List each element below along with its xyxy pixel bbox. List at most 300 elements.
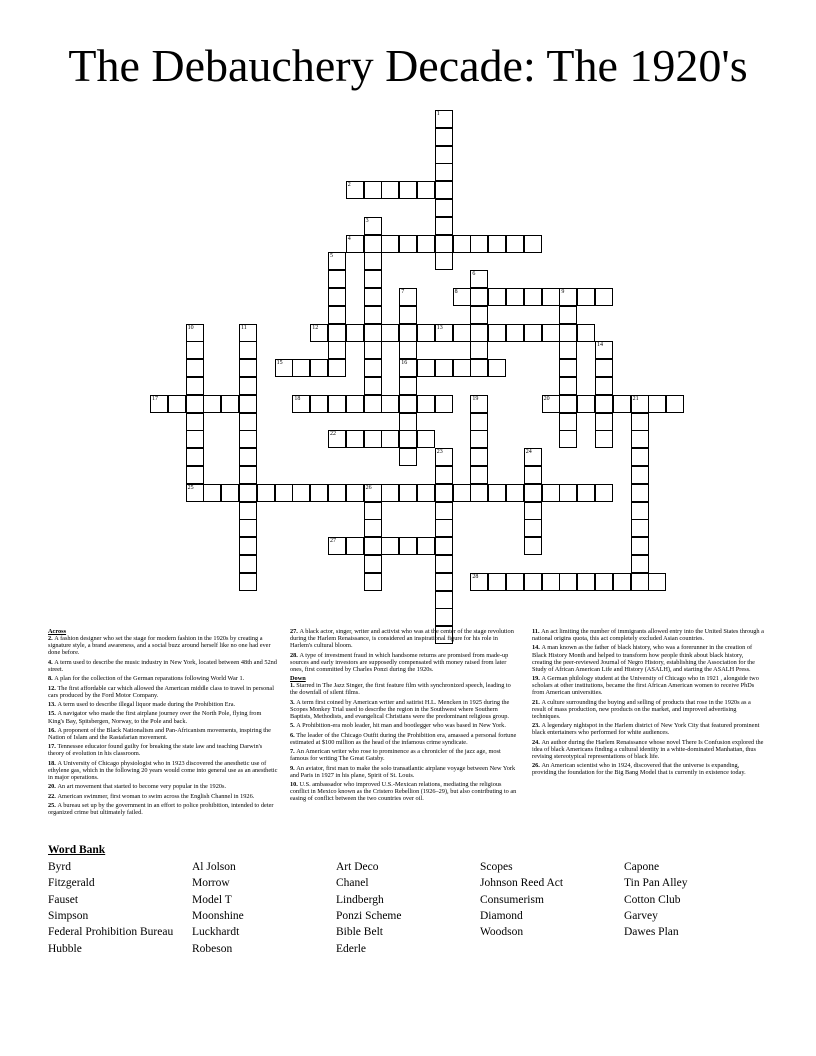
crossword-cell[interactable] bbox=[328, 324, 346, 342]
crossword-cell[interactable] bbox=[524, 537, 542, 555]
crossword-cell[interactable] bbox=[559, 324, 577, 342]
crossword-cell[interactable] bbox=[186, 395, 204, 413]
crossword-cell[interactable] bbox=[186, 466, 204, 484]
crossword-cell[interactable] bbox=[364, 306, 382, 324]
crossword-cell[interactable] bbox=[524, 484, 542, 502]
crossword-cell[interactable] bbox=[150, 395, 168, 413]
crossword-cell[interactable] bbox=[239, 448, 257, 466]
crossword-cell[interactable] bbox=[453, 484, 471, 502]
crossword-cell[interactable] bbox=[346, 537, 364, 555]
crossword-cell[interactable] bbox=[435, 573, 453, 591]
crossword-cell[interactable] bbox=[453, 235, 471, 253]
crossword-cell[interactable] bbox=[542, 324, 560, 342]
crossword-cell[interactable] bbox=[310, 359, 328, 377]
crossword-cell[interactable] bbox=[524, 519, 542, 537]
clue-item bbox=[48, 710, 278, 724]
crossword-cell[interactable] bbox=[328, 270, 346, 288]
crossword-cell[interactable] bbox=[239, 359, 257, 377]
word-bank-item: Capone bbox=[624, 861, 660, 873]
clue-item bbox=[48, 701, 278, 708]
clue-text: A German philology student at the University of Chicago who in 1921 , alongside two scholars at other institutions, became the first African American women to receive PhDs from American universities. bbox=[532, 675, 759, 697]
crossword-cell[interactable] bbox=[631, 573, 649, 591]
clue-text: The first affordable car which allowed the American middle class to travel in personal cars produced by the Ford Motor Company. bbox=[48, 684, 274, 699]
crossword-cell[interactable] bbox=[631, 448, 649, 466]
crossword-cell[interactable] bbox=[595, 430, 613, 448]
across-heading: Across bbox=[48, 628, 67, 635]
clue-number: 5 bbox=[330, 253, 333, 260]
crossword-cell[interactable] bbox=[168, 395, 186, 413]
crossword-cell[interactable] bbox=[435, 128, 453, 146]
crossword-cell[interactable] bbox=[470, 484, 488, 502]
clue-number: 13 bbox=[436, 324, 443, 331]
crossword-cell[interactable] bbox=[221, 484, 239, 502]
crossword-cell[interactable] bbox=[417, 430, 435, 448]
crossword-cell[interactable] bbox=[488, 324, 506, 342]
crossword-cell[interactable] bbox=[364, 252, 382, 270]
clue-text: Starred in The Jazz Singer, the first feature film with synchronized speech, leading to the downfall of silent films. bbox=[290, 682, 511, 697]
crossword-cell[interactable] bbox=[417, 537, 435, 555]
crossword-cell[interactable] bbox=[595, 341, 613, 359]
clue-item bbox=[532, 699, 764, 720]
crossword-cell[interactable] bbox=[364, 324, 382, 342]
crossword-cell[interactable] bbox=[631, 519, 649, 537]
crossword-cell[interactable] bbox=[328, 395, 346, 413]
clue-item bbox=[290, 652, 520, 673]
word-bank-item: Moonshine bbox=[192, 909, 244, 922]
crossword-cell[interactable] bbox=[666, 395, 684, 413]
crossword-cell[interactable] bbox=[470, 448, 488, 466]
crossword-cell[interactable] bbox=[239, 573, 257, 591]
crossword-cell[interactable] bbox=[542, 395, 560, 413]
crossword-cell[interactable] bbox=[470, 413, 488, 431]
crossword-cell[interactable] bbox=[186, 430, 204, 448]
crossword-cell[interactable] bbox=[364, 377, 382, 395]
crossword-cell[interactable] bbox=[399, 430, 417, 448]
clue-number: 16 bbox=[401, 360, 408, 367]
crossword-cell[interactable] bbox=[186, 448, 204, 466]
clue-number-label: 4. bbox=[48, 658, 55, 666]
clue-number: 11 bbox=[241, 324, 247, 331]
crossword-cell[interactable] bbox=[470, 235, 488, 253]
clue-item bbox=[48, 727, 278, 741]
crossword-cell[interactable] bbox=[239, 555, 257, 573]
clue-number: 25 bbox=[187, 484, 194, 491]
crossword-cell[interactable] bbox=[346, 181, 364, 199]
crossword-cell[interactable] bbox=[577, 484, 595, 502]
crossword-cell[interactable] bbox=[435, 395, 453, 413]
clue-number: 3 bbox=[365, 217, 369, 224]
crossword-cell[interactable] bbox=[399, 395, 417, 413]
crossword-cell[interactable] bbox=[221, 395, 239, 413]
crossword-cell[interactable] bbox=[559, 306, 577, 324]
crossword-cell[interactable] bbox=[470, 306, 488, 324]
word-bank-item: Johnson Reed Act bbox=[480, 877, 564, 890]
crossword-cell[interactable] bbox=[310, 484, 328, 502]
crossword-cell[interactable] bbox=[559, 359, 577, 377]
word-bank-item: Byrd bbox=[48, 861, 71, 873]
crossword-cell[interactable] bbox=[417, 484, 435, 502]
crossword-cell[interactable] bbox=[417, 359, 435, 377]
crossword-cell[interactable] bbox=[399, 413, 417, 431]
crossword-cell[interactable] bbox=[577, 288, 595, 306]
crossword-cell[interactable] bbox=[399, 306, 417, 324]
clues-column-3 bbox=[532, 628, 764, 779]
crossword-cell[interactable] bbox=[346, 484, 364, 502]
crossword-cell[interactable] bbox=[346, 395, 364, 413]
crossword-cell[interactable] bbox=[364, 519, 382, 537]
crossword-cell[interactable] bbox=[417, 235, 435, 253]
crossword-cell[interactable] bbox=[524, 573, 542, 591]
crossword-cell[interactable] bbox=[435, 502, 453, 520]
crossword-cell[interactable] bbox=[381, 235, 399, 253]
clue-item bbox=[48, 760, 278, 781]
crossword-cell[interactable] bbox=[435, 217, 453, 235]
clue-text: A proponent of the Black Nationalism and Pan-Africanism movements, inspiring the Nation of Islam and the Rastafarian movement. bbox=[48, 726, 271, 741]
crossword-cell[interactable] bbox=[453, 324, 471, 342]
word-bank-item: Woodson bbox=[480, 926, 524, 939]
clue-number-label: 23. bbox=[532, 722, 542, 730]
clue-number-label: 13. bbox=[48, 701, 58, 709]
clue-item bbox=[290, 732, 520, 746]
clue-item bbox=[532, 644, 764, 672]
clue-text: An act limiting the number of immigrants allowed entry into the United States through a national origins quota, this act completely excluded Asian countries. bbox=[532, 628, 764, 643]
crossword-cell[interactable] bbox=[417, 395, 435, 413]
clue-number: 8 bbox=[454, 289, 458, 295]
crossword-cell[interactable] bbox=[506, 484, 524, 502]
crossword-cell[interactable] bbox=[435, 359, 453, 377]
crossword-cell[interactable] bbox=[186, 324, 204, 342]
crossword-cell[interactable] bbox=[203, 484, 221, 502]
word-bank-item: Luckhardt bbox=[192, 926, 240, 939]
crossword-cell[interactable] bbox=[453, 288, 471, 306]
clue-number-label: 22. bbox=[48, 792, 58, 800]
clue-text: A term used to describe the music industry in New York, located between 48th and 52nd street. bbox=[48, 658, 277, 673]
clue-item bbox=[532, 722, 764, 736]
crossword-cell[interactable] bbox=[381, 181, 399, 199]
clue-text: A black actor, singer, writer and activist who was at the center of the stage revolution during the Harlem Renaissance, is considered an inspirational figure for his role in Harlem's cultural bloom. bbox=[290, 628, 514, 650]
crossword-cell[interactable] bbox=[310, 324, 328, 342]
clue-item bbox=[290, 765, 520, 779]
crossword-cell[interactable] bbox=[417, 181, 435, 199]
crossword-cell[interactable] bbox=[559, 395, 577, 413]
crossword-cell[interactable] bbox=[239, 537, 257, 555]
clue-text: A Prohibition-era mob leader, hit man and bootlegger who was based in New York. bbox=[296, 722, 506, 730]
crossword-cell[interactable] bbox=[595, 484, 613, 502]
crossword-cell[interactable] bbox=[435, 537, 453, 555]
crossword-cell[interactable] bbox=[577, 324, 595, 342]
clue-item bbox=[48, 635, 278, 656]
crossword-cell[interactable] bbox=[381, 395, 399, 413]
clue-item bbox=[290, 699, 520, 720]
clue-number: 12 bbox=[312, 324, 319, 331]
crossword-cell[interactable] bbox=[470, 359, 488, 377]
crossword-cell[interactable] bbox=[595, 288, 613, 306]
crossword-cell[interactable] bbox=[239, 466, 257, 484]
crossword-cell[interactable] bbox=[470, 288, 488, 306]
crossword-cell[interactable] bbox=[506, 288, 524, 306]
crossword-cell[interactable] bbox=[542, 484, 560, 502]
word-bank-item: Bible Belt bbox=[336, 926, 383, 939]
crossword-cell[interactable] bbox=[381, 430, 399, 448]
crossword-cell[interactable] bbox=[239, 519, 257, 537]
crossword-cell[interactable] bbox=[559, 288, 577, 306]
word-bank-item: Chanel bbox=[336, 877, 369, 890]
clue-number: 24 bbox=[525, 449, 532, 456]
crossword-cell[interactable] bbox=[542, 573, 560, 591]
crossword-cell[interactable] bbox=[595, 413, 613, 431]
clue-number: 28 bbox=[472, 573, 479, 580]
crossword-cell[interactable] bbox=[381, 537, 399, 555]
across-clue-list-continued bbox=[290, 628, 520, 673]
crossword-cell[interactable] bbox=[435, 324, 453, 342]
crossword-cell[interactable] bbox=[435, 110, 453, 128]
crossword-cell[interactable] bbox=[399, 181, 417, 199]
crossword-cell[interactable] bbox=[364, 359, 382, 377]
clue-number-label: 24. bbox=[532, 738, 542, 746]
clue-number: 26 bbox=[365, 484, 372, 491]
crossword-cell[interactable] bbox=[631, 413, 649, 431]
crossword-cell[interactable] bbox=[435, 519, 453, 537]
word-bank-item: Robeson bbox=[192, 942, 233, 955]
crossword-cell[interactable] bbox=[381, 324, 399, 342]
crossword-cell[interactable] bbox=[275, 359, 293, 377]
crossword-cell[interactable] bbox=[559, 413, 577, 431]
crossword-cell[interactable] bbox=[613, 573, 631, 591]
crossword-cell[interactable] bbox=[470, 573, 488, 591]
crossword-cell[interactable] bbox=[631, 555, 649, 573]
crossword-cell[interactable] bbox=[595, 395, 613, 413]
crossword-cell[interactable] bbox=[559, 573, 577, 591]
clue-text: A legendary nightspot in the Harlem district of New York City that featured prominent black entertainers who performed for white audiences. bbox=[532, 722, 760, 737]
crossword-cell[interactable] bbox=[559, 341, 577, 359]
clue-item bbox=[532, 675, 764, 696]
crossword-cell[interactable] bbox=[399, 537, 417, 555]
crossword-cell[interactable] bbox=[399, 341, 417, 359]
crossword-cell[interactable] bbox=[435, 252, 453, 270]
crossword-cell[interactable] bbox=[417, 324, 435, 342]
crossword-cell[interactable] bbox=[275, 484, 293, 502]
crossword-cell[interactable] bbox=[435, 591, 453, 609]
crossword-cell[interactable] bbox=[648, 573, 666, 591]
clue-text: A navigator who made the first airplane journey over the North Pole, flying from King's Bay, Spitsbergen, Norway, to the Pole and back. bbox=[48, 710, 262, 725]
clue-text: Tennessee educator found guilty for breaking the state law and teaching Darwin's theory of evolution in his classroom. bbox=[48, 743, 263, 758]
clue-text: The leader of the Chicago Outfit during the Prohibition era, amassed a personal fortune estimated at $100 million as the head of the infamous crime syndicate. bbox=[290, 731, 517, 746]
clue-text: A man known as the father of black history, who was a forerunner in the creation of Black History Month and helped to transform how people think about black history, creating the peer-reviewed Journal of Negro History, establishing the Association for the Study of African American Life and History (ASALH), and starting the ASALH Press. bbox=[532, 644, 755, 673]
clue-text: An American scientist who in 1924, discovered that the universe is expanding, providing the foundation for the Big Bang Model that is currently in existence today. bbox=[532, 762, 746, 777]
clue-text: A University of Chicago physiologist who in 1923 discovered the anesthetic use of ethylene gas, which in the following 20 years would come into general use as an anesthetic in major operations. bbox=[48, 759, 278, 782]
crossword-cell[interactable] bbox=[435, 484, 453, 502]
crossword-cell[interactable] bbox=[488, 288, 506, 306]
crossword-cell[interactable] bbox=[239, 395, 257, 413]
down-clue-list-continued bbox=[532, 628, 764, 777]
crossword-cell[interactable] bbox=[453, 359, 471, 377]
crossword-cell[interactable] bbox=[470, 466, 488, 484]
clue-text: A term first coined by American writer and satirist H.L. Mencken in 1925 during the Scopes Monkey Trial used to describe the region in the Southwest where Southern Baptists, Methodists, and evangelical Christians were the predominant religious group. bbox=[290, 698, 510, 720]
crossword-cell[interactable] bbox=[435, 146, 453, 164]
crossword-cell[interactable] bbox=[577, 573, 595, 591]
crossword-cell[interactable] bbox=[364, 555, 382, 573]
crossword-cell[interactable] bbox=[186, 377, 204, 395]
crossword-cell[interactable] bbox=[239, 484, 257, 502]
crossword-cell[interactable] bbox=[435, 163, 453, 181]
clue-text: A type of investment fraud in which handsome returns are promised from made-up sources and early investors are supposedly compensated with money raised from later ones, first committed by Charles Ponzi during the 1920s. bbox=[290, 651, 509, 673]
crossword-cell[interactable] bbox=[399, 235, 417, 253]
crossword-cell[interactable] bbox=[559, 484, 577, 502]
crossword-cell[interactable] bbox=[631, 466, 649, 484]
word-bank-item: Art Deco bbox=[336, 861, 379, 873]
word-bank-item: Scopes bbox=[480, 861, 513, 873]
crossword-cell[interactable] bbox=[631, 502, 649, 520]
crossword-cell[interactable] bbox=[364, 217, 382, 235]
crossword-cell[interactable] bbox=[488, 235, 506, 253]
clue-item bbox=[290, 628, 520, 649]
clue-number-label: 17. bbox=[48, 743, 58, 751]
crossword-cell[interactable] bbox=[364, 502, 382, 520]
crossword-cell[interactable] bbox=[328, 288, 346, 306]
clue-number: 7 bbox=[401, 289, 405, 295]
clue-number: 6 bbox=[472, 271, 476, 278]
crossword-cell[interactable] bbox=[328, 252, 346, 270]
clue-text: A fashion designer who set the stage for modern fashion in the 1920s by creating a signature style, a brand awareness, and a social buzz around herself like no one had ever done before. bbox=[48, 635, 271, 657]
crossword-cell[interactable] bbox=[559, 377, 577, 395]
crossword-cell[interactable] bbox=[631, 395, 649, 413]
clue-item bbox=[290, 748, 520, 762]
crossword-cell[interactable] bbox=[488, 484, 506, 502]
crossword-cell[interactable] bbox=[364, 270, 382, 288]
crossword-cell[interactable] bbox=[186, 413, 204, 431]
crossword-cell[interactable] bbox=[239, 502, 257, 520]
crossword-cell[interactable] bbox=[364, 537, 382, 555]
crossword-cell[interactable] bbox=[595, 359, 613, 377]
crossword-cell[interactable] bbox=[186, 359, 204, 377]
crossword-cell[interactable] bbox=[239, 324, 257, 342]
crossword-cell[interactable] bbox=[186, 341, 204, 359]
crossword-cell[interactable] bbox=[595, 573, 613, 591]
crossword-cell[interactable] bbox=[346, 430, 364, 448]
crossword-cell[interactable] bbox=[435, 608, 453, 626]
clue-item bbox=[290, 722, 520, 729]
crossword-cell[interactable] bbox=[364, 430, 382, 448]
crossword-cell[interactable] bbox=[577, 395, 595, 413]
crossword-cell[interactable] bbox=[613, 395, 631, 413]
crossword-cell[interactable] bbox=[435, 466, 453, 484]
crossword-cell[interactable] bbox=[364, 395, 382, 413]
crossword-cell[interactable] bbox=[364, 573, 382, 591]
clue-item bbox=[48, 659, 278, 673]
crossword-cell[interactable] bbox=[524, 288, 542, 306]
word-bank-item: Ponzi Scheme bbox=[336, 909, 402, 922]
crossword-cell[interactable] bbox=[328, 341, 346, 359]
crossword-cell[interactable] bbox=[292, 484, 310, 502]
crossword-cell[interactable] bbox=[435, 448, 453, 466]
crossword-cell[interactable] bbox=[559, 430, 577, 448]
crossword-cell[interactable] bbox=[292, 395, 310, 413]
word-bank-item: Cotton Club bbox=[624, 893, 681, 906]
crossword-cell[interactable] bbox=[435, 199, 453, 217]
crossword-cell[interactable] bbox=[186, 484, 204, 502]
crossword-cell[interactable] bbox=[239, 341, 257, 359]
clue-item bbox=[48, 793, 278, 800]
crossword-cell[interactable] bbox=[524, 324, 542, 342]
crossword-cell[interactable] bbox=[435, 181, 453, 199]
crossword-cell[interactable] bbox=[328, 537, 346, 555]
word-bank-item: Simpson bbox=[48, 909, 89, 922]
clue-number-label: 6. bbox=[290, 731, 297, 739]
crossword-cell[interactable] bbox=[399, 377, 417, 395]
crossword-cell[interactable] bbox=[470, 430, 488, 448]
crossword-cell[interactable] bbox=[399, 288, 417, 306]
crossword-cell[interactable] bbox=[292, 359, 310, 377]
crossword-cell[interactable] bbox=[506, 324, 524, 342]
clue-text: An author during the Harlem Renaissance whose novel There Is Confusion explored the idea of black Americans finding a cultural identity in a white-dominated Manhattan, thus revising stereotypical representations of black life. bbox=[532, 738, 764, 760]
crossword-cell[interactable] bbox=[328, 359, 346, 377]
crossword-cell[interactable] bbox=[542, 288, 560, 306]
crossword-cell[interactable] bbox=[381, 484, 399, 502]
crossword-cell[interactable] bbox=[506, 235, 524, 253]
crossword-cell[interactable] bbox=[328, 306, 346, 324]
crossword-cell[interactable] bbox=[346, 324, 364, 342]
crossword-cell[interactable] bbox=[524, 466, 542, 484]
clue-number-label: 16. bbox=[48, 726, 58, 734]
crossword-cell[interactable] bbox=[364, 181, 382, 199]
crossword-cell[interactable] bbox=[488, 359, 506, 377]
clue-text: U.S. ambassador who improved U.S.-Mexican relations, mediating the religious conflict in Mexico known as the Cristero Rebellion (1926–29), but also contributing to an easing of conflict between the two countries over oil. bbox=[290, 781, 517, 803]
crossword-cell[interactable] bbox=[470, 270, 488, 288]
crossword-cell[interactable] bbox=[399, 324, 417, 342]
crossword-cell[interactable] bbox=[506, 573, 524, 591]
crossword-cell[interactable] bbox=[346, 235, 364, 253]
crossword-cell[interactable] bbox=[595, 377, 613, 395]
clue-text: A culture surrounding the buying and selling of products that rose in the 1920s as a result of mass production, new products on the market, and improved advertising techniques. bbox=[532, 698, 751, 720]
crossword-cell[interactable] bbox=[328, 430, 346, 448]
crossword-cell[interactable] bbox=[364, 484, 382, 502]
clue-number-label: 3. bbox=[290, 698, 297, 706]
crossword-cell[interactable] bbox=[470, 395, 488, 413]
crossword-cell[interactable] bbox=[239, 413, 257, 431]
crossword-cell[interactable] bbox=[203, 395, 221, 413]
crossword-cell[interactable] bbox=[631, 537, 649, 555]
crossword-cell[interactable] bbox=[648, 395, 666, 413]
crossword-cell[interactable] bbox=[631, 484, 649, 502]
crossword-cell[interactable] bbox=[488, 573, 506, 591]
crossword-cell[interactable] bbox=[399, 484, 417, 502]
crossword-cell[interactable] bbox=[364, 235, 382, 253]
crossword-cell[interactable] bbox=[239, 377, 257, 395]
crossword-cell[interactable] bbox=[328, 484, 346, 502]
crossword-cell[interactable] bbox=[399, 448, 417, 466]
clue-number-label: 5. bbox=[290, 722, 297, 730]
crossword-cell[interactable] bbox=[310, 395, 328, 413]
crossword-cell[interactable] bbox=[524, 502, 542, 520]
crossword-cell[interactable] bbox=[435, 555, 453, 573]
word-bank-item: Ederle bbox=[336, 942, 367, 955]
crossword-cell[interactable] bbox=[239, 430, 257, 448]
clue-number: 4 bbox=[347, 235, 351, 242]
crossword-cell[interactable] bbox=[257, 484, 275, 502]
clue-number: 15 bbox=[276, 360, 283, 367]
crossword-cell[interactable] bbox=[470, 324, 488, 342]
crossword-cell[interactable] bbox=[524, 448, 542, 466]
crossword-cell[interactable] bbox=[364, 341, 382, 359]
crossword-cell[interactable] bbox=[364, 288, 382, 306]
crossword-cell[interactable] bbox=[435, 235, 453, 253]
crossword-cell[interactable] bbox=[524, 235, 542, 253]
clue-number: 21 bbox=[632, 395, 639, 402]
crossword-cell[interactable] bbox=[470, 341, 488, 359]
word-bank-item: Model T bbox=[192, 893, 232, 906]
crossword-cell[interactable] bbox=[631, 430, 649, 448]
crossword-cell[interactable] bbox=[399, 359, 417, 377]
